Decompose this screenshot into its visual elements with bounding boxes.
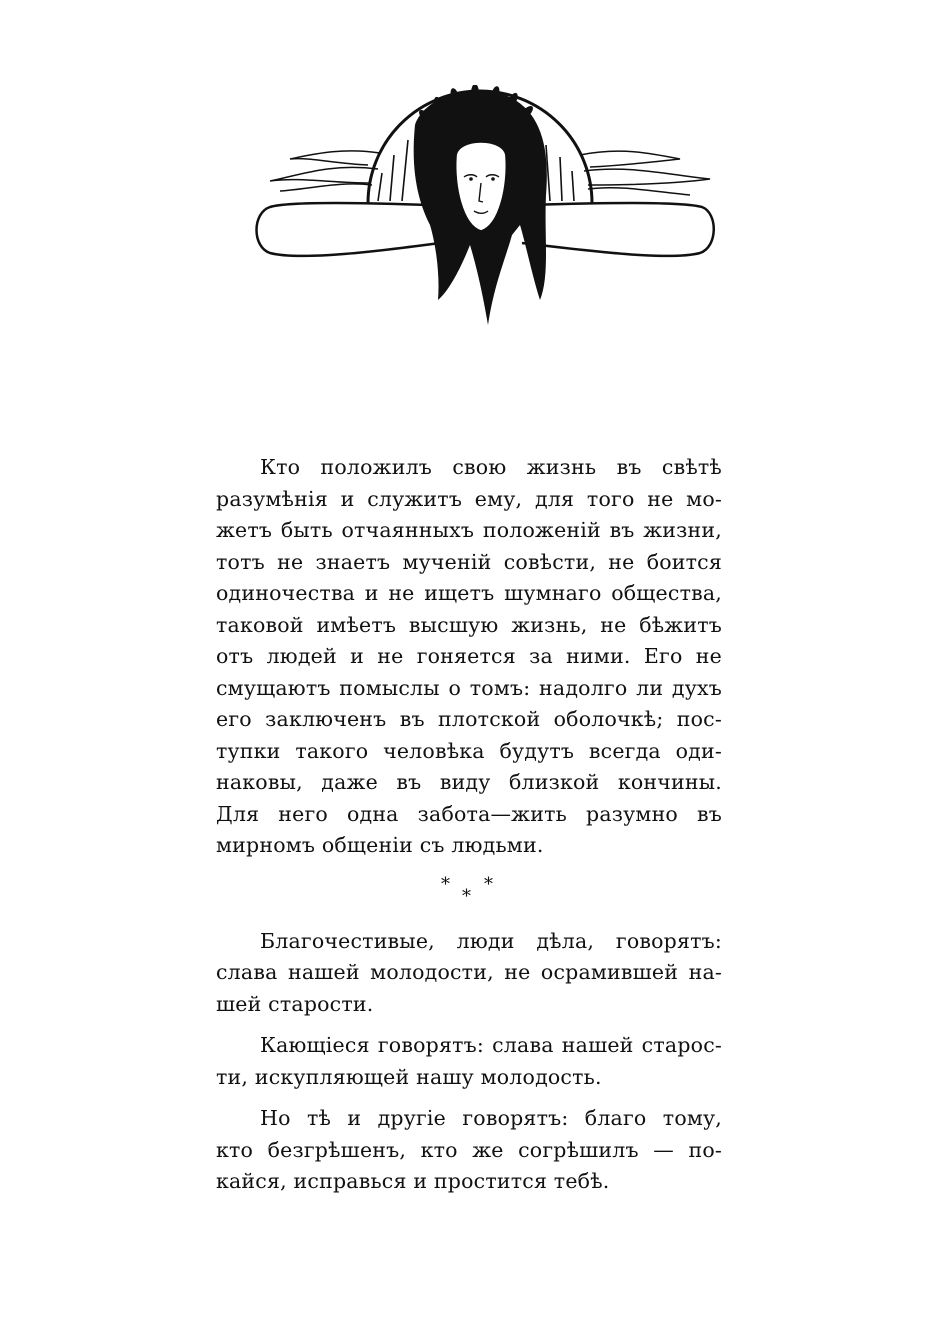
- paragraph: [216, 1103, 722, 1198]
- text-line: отъ людей и не гоняется за ними. Его не: [216, 644, 722, 668]
- text-line: кто безгрѣшенъ, кто же согрѣшилъ — по-: [216, 1137, 722, 1162]
- separator-star: *: [484, 873, 493, 895]
- text-line: тупки такого человѣка будутъ всегда оди-: [216, 738, 722, 763]
- text-line: тотъ не знаетъ мученій совѣсти, не боится: [216, 549, 722, 574]
- paragraph: [216, 452, 722, 862]
- text-line: разумѣнія и служитъ ему, для того не мо-: [216, 486, 722, 511]
- text-line: таковой имѣетъ высшую жизнь, не бѣжитъ: [216, 612, 722, 637]
- text-line: Но тѣ и другіе говорятъ: благо тому,: [260, 1106, 722, 1130]
- text-line: одиночества и не ищетъ шумнаго общества,: [216, 581, 722, 605]
- text-line: его заключенъ въ плотской оболочкѣ; пос-: [216, 707, 722, 731]
- text-line: жетъ быть отчаянныхъ положеній въ жизни,: [216, 518, 722, 542]
- text-line: Кающіеся говорятъ: слава нашей старос-: [260, 1033, 722, 1057]
- paragraph: [216, 1030, 722, 1093]
- text-line: Для него одна забота—жить разумно въ: [216, 801, 722, 826]
- text-line: ти, искупляющей нашу молодость.: [216, 1064, 602, 1089]
- main-text: [216, 452, 722, 1198]
- text-line: шей старости.: [216, 991, 374, 1016]
- text-line: Кто положилъ свою жизнь въ свѣтѣ: [260, 455, 722, 479]
- paragraph: [216, 926, 722, 1021]
- text-line: слава нашей молодости, не осрамившей на-: [216, 960, 722, 984]
- text-line: смущаютъ помыслы о томъ: надолго ли духъ: [216, 675, 722, 700]
- text-line: мирномъ общеніи съ людьми.: [216, 833, 544, 857]
- section-separator: [216, 862, 722, 926]
- text-line: Благочестивые, люди дѣла, говорятъ:: [260, 928, 722, 953]
- text-line: наковы, даже въ виду близкой кончины.: [216, 770, 722, 794]
- separator-star: *: [462, 885, 471, 907]
- text-line: кайся, исправься и простится тебѣ.: [216, 1169, 610, 1193]
- woman-head-vignette-icon: [250, 85, 720, 330]
- separator-star: *: [441, 873, 450, 895]
